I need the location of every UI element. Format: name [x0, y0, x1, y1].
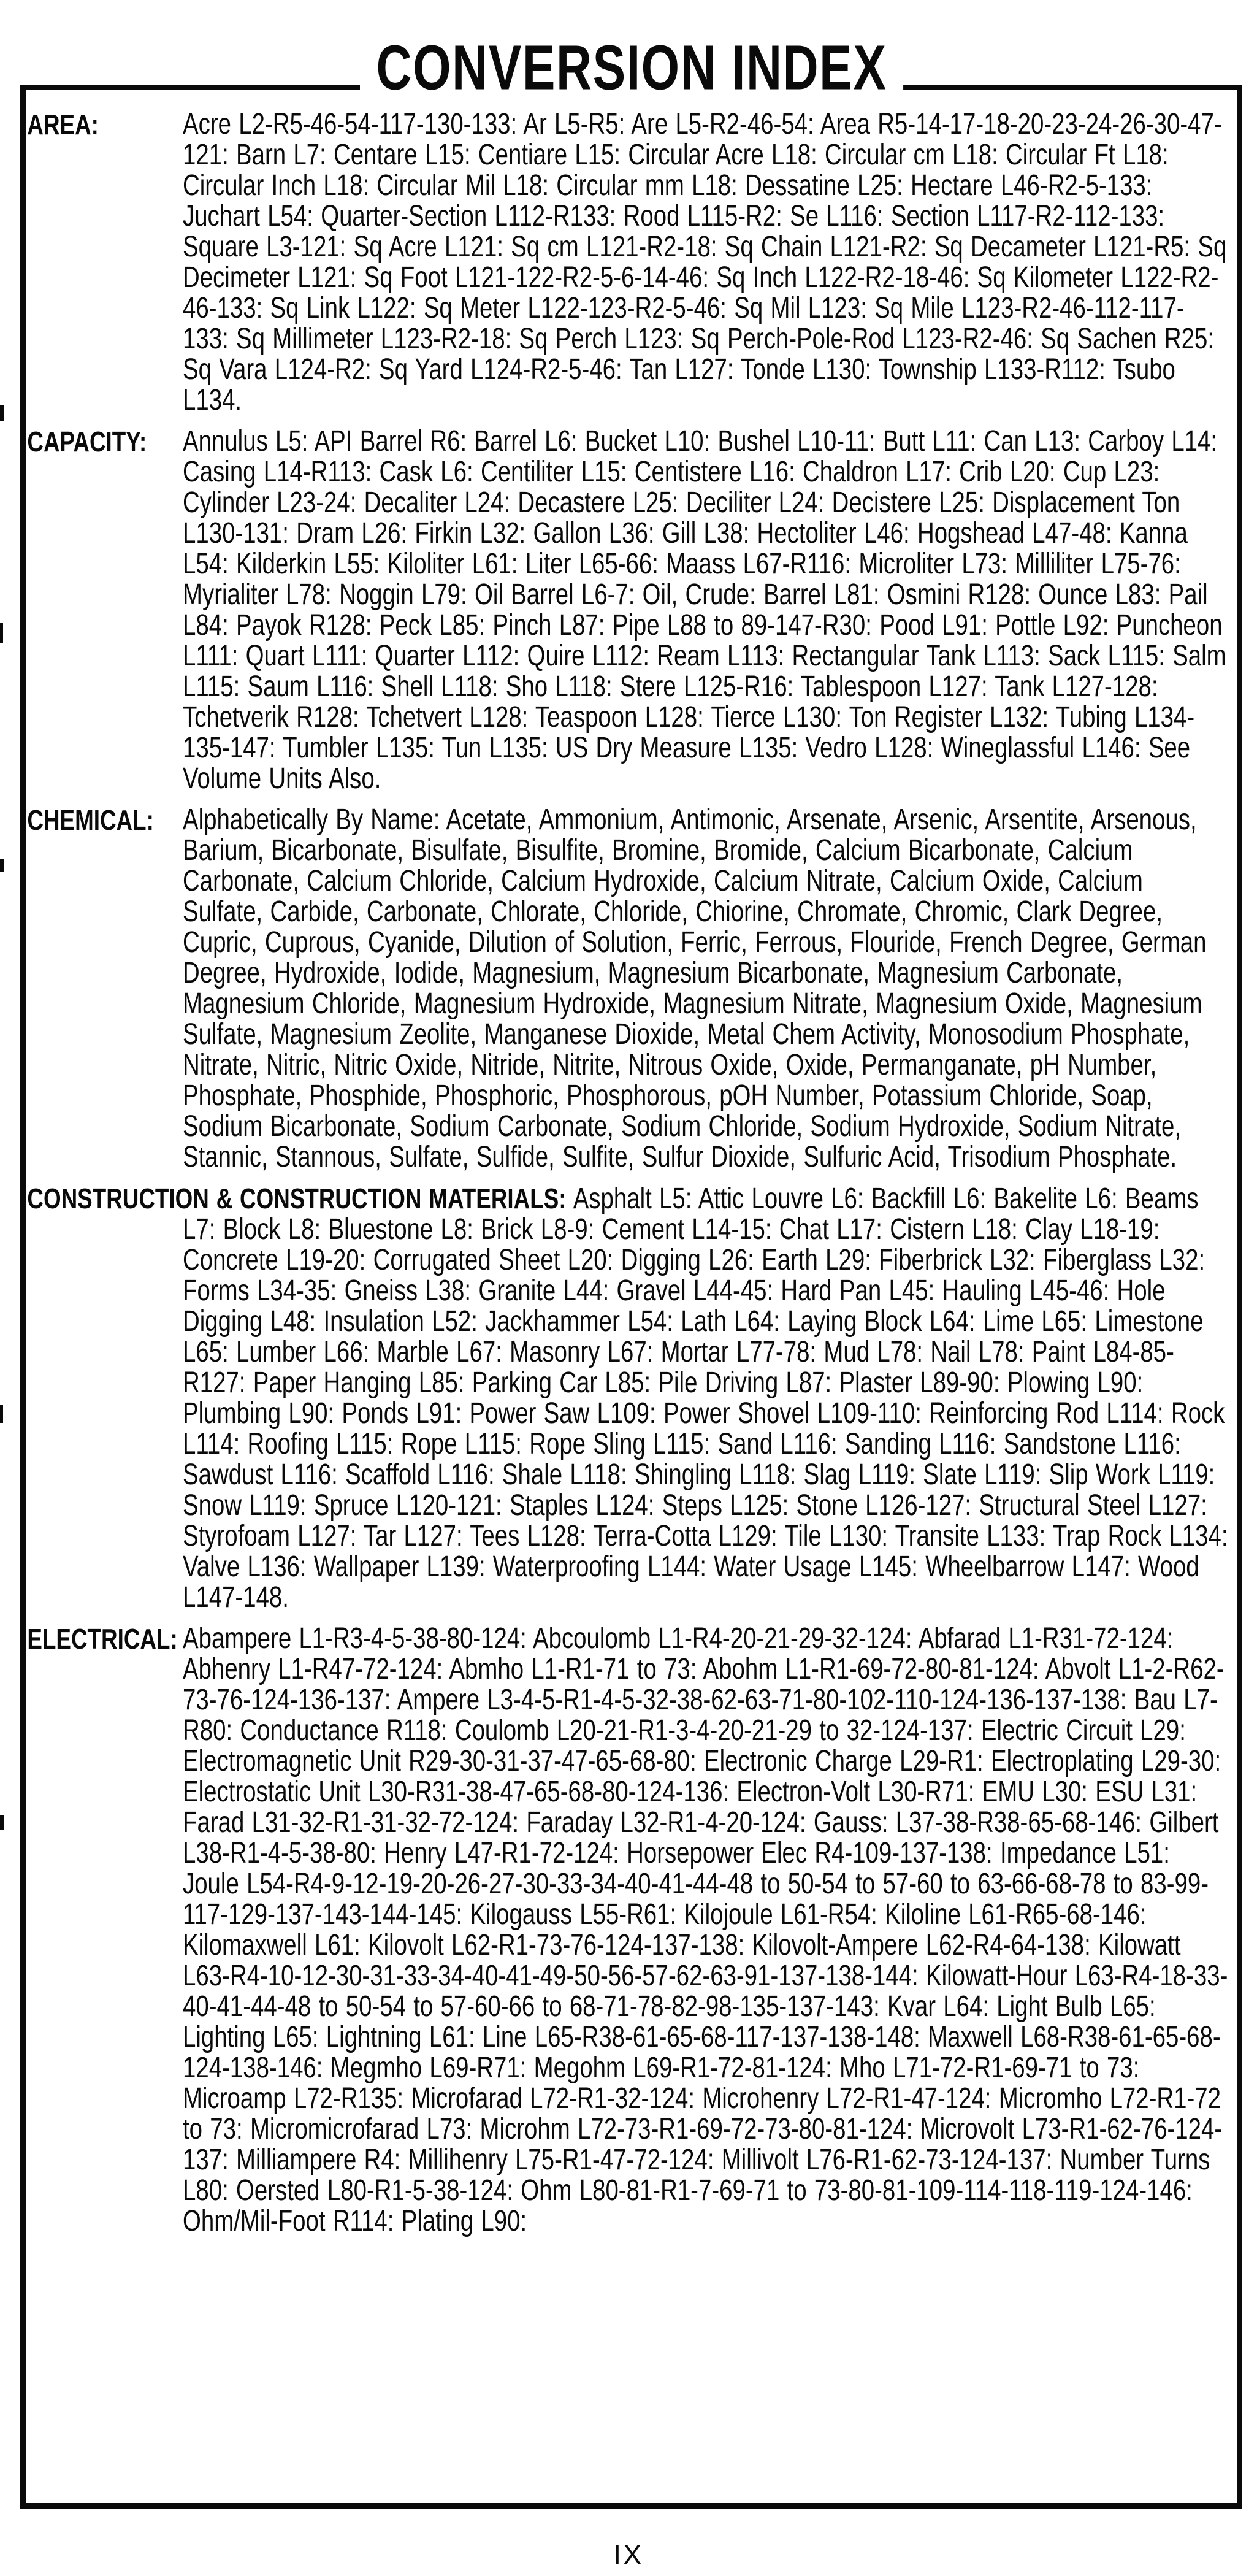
section-label-construction: CONSTRUCTION & CONSTRUCTION MATERIALS:: [27, 1183, 567, 1214]
index-section-capacity: [27, 425, 1229, 795]
index-section-chemical: [27, 803, 1229, 1173]
section-entries-electrical: Abampere L1-R3-4-5-38-80-124: Abcoulomb L1-R4-20-21-29-32-124: Abfarad L1-R31-72-124: Abhenry L1-R47-72-124: Abmho L1-R1-71 to 73: Abohm L1-R1-69-72-80-81-124: Abvolt L1-2-R62-73-76-124-136-137: Ampere L3-4-5-R1-4-5-32-38-62-63-71-80-102-110-124-136-137-138: Bau L7-R80: Conductance R118: Coulomb L20-21-R1-3-4-20-21-29 to 32-124-137: Electric Circuit L29: Electromagnetic Unit R29-30-31-37-47-65-68-80: Electronic Charge L29-R1: Electroplating L29-30: Electrostatic Unit L30-R31-38-47-65-68-80-124-136: Electron-Volt L30-R71: EMU L30: ESU L31: Farad L31-32-R1-31-32-72-124: Faraday L32-R1-4-20-124: Gauss: L37-38-R38-65-68-146: Gilbert L38-R1-4-5-38-80: Henry L47-R1-72-124: Horsepower Elec R4-109-137-138: Impedance L51: Joule L54-R4-9-12-19-20-26-27-30-33-34-40-41-44-48 to 50-54 to 57-60 to 63-66-68-78 to 83-99-117-129-137-143-144-145: Kilogauss L55-R61: Kilojoule L61-R54: Kiloline L61-R65-68-146: Kilomaxwell L61: Kilovolt L62-R1-73-76-124-137-138: Kilovolt-Ampere L62-R4-64-138: Kilowatt L63-R4-10-12-30-31-33-34-40-41-49-50-56-57-62-63-91-137-138-144: Kilowatt-Hour L63-R4-18-33-40-41-44-48 to 50-54 to 57-60-66 to 68-71-78-82-98-135-137-143: Kvar L64: Light Bulb L65: Lighting L65: Lightning L61: Line L65-R38-61-65-68-117-137-138-148: Maxwell L68-R38-61-65-68-124-138-146: Megmho L69-R71: Megohm L69-R1-72-81-124: Mho L71-72-R1-69-71 to 73: Microamp L72-R135: Microfarad L72-R1-32-124: Microhenry L72-R1-47-124: Micromho L72-R1-72 to 73: Micromicrofarad L73: Microhm L72-73-R1-69-72-73-80-81-124: Microvolt L73-R1-62-76-124-137: Milliampere R4: Millihenry L75-R1-47-72-124: Millivolt L76-R1-62-73-124-137: Number Turns L80: Oersted L80-R1-5-38-124: Ohm L80-81-R1-7-69-71 to 73-80-81-109-114-118-119-124-146: Ohm/Mil-Foot R114: Plating L90:: [183, 1622, 1228, 2237]
section-entries-area: Acre L2-R5-46-54-117-130-133: Ar L5-R5: Are L5-R2-46-54: Area R5-14-17-18-20-23-24-26-30-47-121: Barn L7: Centare L15: Centiare L15: Circular Acre L18: Circular cm L18: Circular Ft L18: Circular Inch L18: Circular Mil L18: Circular mm L18: Dessatine L25: Hectare L46-R2-5-133: Juchart L54: Quarter-Section L112-R133: Rood L115-R2: Se L116: Section L117-R2-112-133: Square L3-121: Sq Acre L121: Sq cm L121-R2-18: Sq Chain L121-R2: Sq Decameter L121-R5: Sq Decimeter L121: Sq Foot L121-122-R2-5-6-14-46: Sq Inch L122-R2-18-46: Sq Kilometer L122-R2-46-133: Sq Link L122: Sq Meter L122-123-R2-5-46: Sq Mil L123: Sq Mile L123-R2-46-112-117-133: Sq Millimeter L123-R2-18: Sq Perch L123: Sq Perch-Pole-Rod L123-R2-46: Sq Sachen R25: Sq Vara L124-R2: Sq Yard L124-R2-5-46: Tan L127: Tonde L130: Township L133-R112: Tsubo L134.: [183, 108, 1227, 416]
scan-artifact: [0, 1815, 4, 1830]
section-label-capacity: CAPACITY:: [27, 426, 147, 458]
section-entries-capacity: Annulus L5: API Barrel R6: Barrel L6: Bucket L10: Bushel L10-11: Butt L11: Can L13: Carboy L14: Casing L14-R113: Cask L6: Centiliter L15: Centistere L16: Chaldron L17: Crib L20: Cup L23: Cylinder L23-24: Decaliter L24: Decastere L25: Deciliter L24: Decistere L25: Displacement Ton L130-131: Dram L26: Firkin L32: Gallon L36: Gill L38: Hectoliter L46: Hogshead L47-48: Kanna L54: Kilderkin L55: Kiloliter L61: Liter L65-66: Maass L67-R116: Microliter L73: Milliliter L75-76: Myrialiter L78: Noggin L79: Oil Barrel L6-7: Oil, Crude: Barrel L81: Osmini R128: Ounce L83: Pail L84: Payok R128: Peck L85: Pinch L87: Pipe L88 to 89-147-R30: Pood L91: Pottle L92: Puncheon L111: Quart L111: Quarter L112: Quire L112: Ream L113: Rectangular Tank L113: Sack L115: Salm L115: Saum L116: Shell L118: Sho L118: Stere L125-R16: Tablespoon L127: Tank L127-128: Tchetverik R128: Tchetvert L128: Teaspoon L128: Tierce L130: Ton Register L132: Tubing L134-135-147: Tumbler L135: Tun L135: US Dry Measure L135: Vedro L128: Wineglassful L146: See Volume Units Also.: [183, 425, 1226, 795]
page-number: IX: [613, 2539, 644, 2570]
page-title: CONVERSION INDEX: [360, 36, 903, 99]
index-box: [20, 32, 1242, 2509]
section-label-chemical: CHEMICAL:: [27, 804, 154, 836]
section-label-electrical: ELECTRICAL:: [27, 1623, 178, 1655]
scan-artifact: [0, 405, 4, 421]
section-entries-chemical: Alphabetically By Name: Acetate, Ammonium, Antimonic, Arsenate, Arsenic, Arsentite, Arsenous, Barium, Bicarbonate, Bisulfate, Bisulfite, Bromine, Bromide, Calcium Bicarbonate, Calcium Carbonate, Calcium Chloride, Calcium Hydroxide, Calcium Nitrate, Calcium Oxide, Calcium Sulfate, Carbide, Carbonate, Chlorate, Chloride, Chiorine, Chromate, Chromic, Clark Degree, Cupric, Cuprous, Cyanide, Dilution of Solution, Ferric, Ferrous, Flouride, French Degree, German Degree, Hydroxide, Iodide, Magnesium, Magnesium Bicarbonate, Magnesium Carbonate, Magnesium Chloride, Magnesium Hydroxide, Magnesium Nitrate, Magnesium Oxide, Magnesium Sulfate, Magnesium Zeolite, Manganese Dioxide, Metal Chem Activity, Monosodium Phosphate, Nitrate, Nitric, Nitric Oxide, Nitride, Nitrite, Nitrous Oxide, Oxide, Permanganate, pH Number, Phosphate, Phosphide, Phosphoric, Phosphorous, pOH Number, Potassium Chloride, Soap, Sodium Bicarbonate, Sodium Carbonate, Sodium Chloride, Sodium Hydroxide, Sodium Nitrate, Stannic, Stannous, Sulfate, Sulfide, Sulfite, Sulfur Dioxide, Sulfuric Acid, Trisodium Phosphate.: [183, 803, 1207, 1173]
index-content: [26, 109, 1244, 2247]
scan-artifact: [0, 1405, 3, 1423]
scan-artifact: [0, 623, 3, 643]
section-label-area: AREA:: [27, 109, 99, 140]
section-entries-construction: Asphalt L5: Attic Louvre L6: Backfill L6: Bakelite L6: Beams L7: Block L8: Bluestone L8: Brick L8-9: Cement L14-15: Chat L17: Cistern L18: Clay L18-19: Concrete L19-20: Corrugated Sheet L20: Digging L26: Earth L29: Fiberbrick L32: Fiberglass L32: Forms L34-35: Gneiss L38: Granite L44: Gravel L44-45: Hard Pan L45: Hauling L45-46: Hole Digging L48: Insulation L52: Jackhammer L54: Lath L64: Laying Block L64: Lime L65: Limestone L65: Lumber L66: Marble L67: Masonry L67: Mortar L77-78: Mud L78: Nail L78: Paint L84-85-R127: Paper Hanging L85: Parking Car L85: Pile Driving L87: Plaster L89-90: Plowing L90: Plumbing L90: Ponds L91: Power Saw L109: Power Shovel L109-110: Reinforcing Rod L114: Rock L114: Roofing L115: Rope L115: Rope Sling L115: Sand L116: Sanding L116: Sandstone L116: Sawdust L116: Scaffold L116: Shale L118: Shingling L118: Slag L119: Slate L119: Slip Work L119: Snow L119: Spruce L120-121: Staples L124: Steps L125: Stone L126-127: Structural Steel L127: Styrofoam L127: Tar L127: Tees L128: Terra-Cotta L129: Tile L130: Transite L133: Trap Rock L134: Valve L136: Wallpaper L139: Waterproofing L144: Water Usage L145: Wheelbarrow L147: Wood L147-148.: [183, 1183, 1228, 1614]
index-section-area: [27, 108, 1229, 416]
index-section-construction: [27, 1183, 1229, 1614]
index-section-electrical: [27, 1622, 1229, 2237]
scan-artifact: [0, 859, 4, 872]
